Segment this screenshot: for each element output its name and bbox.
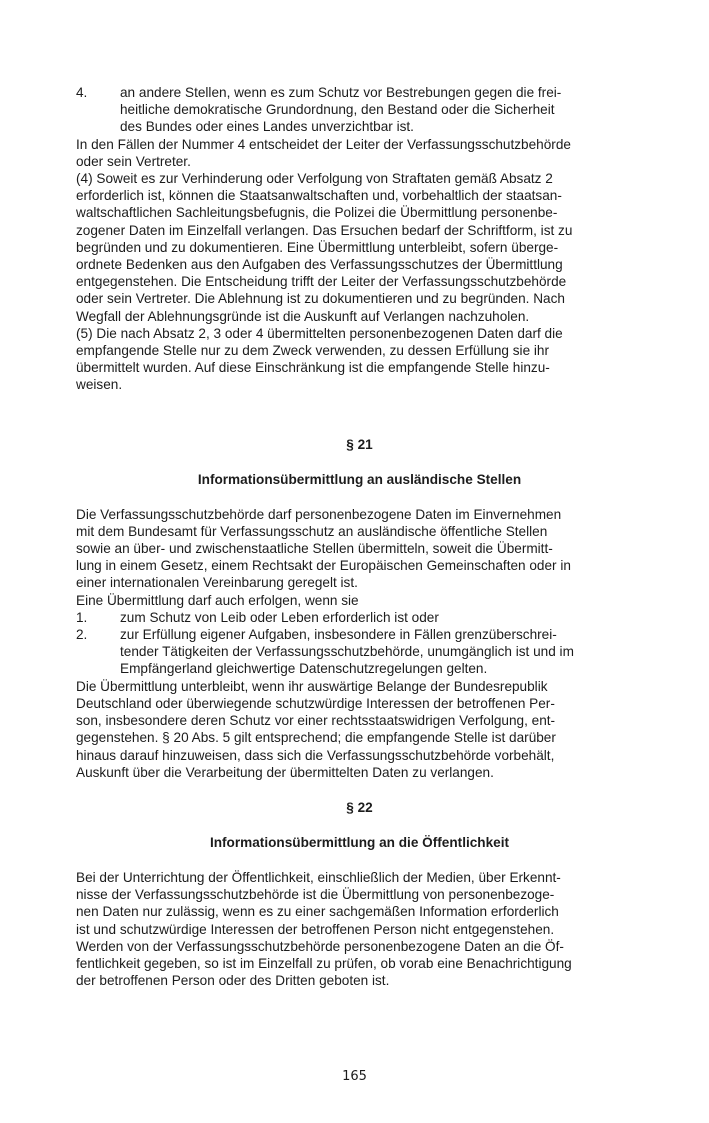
paragraph-absatz-5 — [76, 325, 643, 394]
text-line: Wegfall der Ablehnungsgründe ist die Auskunft auf Verlangen nachzuholen. — [76, 308, 530, 324]
text-line: nen Daten nur zulässig, wenn es zu einer sachgemäßen Information erforderlich — [76, 904, 559, 920]
text-line: an andere Stellen, wenn es zum Schutz vor Bestrebungen gegen die frei- — [120, 85, 562, 100]
text-line: In den Fällen der Nummer 4 entscheidet der Leiter der Verfassungsschutzbehörde — [76, 136, 571, 152]
list-number: 1. — [76, 609, 88, 625]
paragraph-21-1 — [76, 506, 643, 592]
list-item-1 — [76, 609, 643, 626]
text-line: begründen und zu dokumentieren. Eine Übermittlung unterbleibt, sofern überge- — [76, 239, 559, 255]
text-line: ist und schutzwürdige Interessen der betroffenen Person nicht entgegenstehen. — [76, 921, 555, 937]
text-line: Die Verfassungsschutzbehörde darf personenbezogene Daten im Einvernehmen — [76, 506, 562, 522]
section-21-title: Informationsübermittlung an ausländische Stellen — [197, 471, 522, 487]
text-line: der betroffenen Person oder des Dritten geboten ist. — [76, 973, 390, 989]
section-20-continuation — [76, 84, 643, 394]
text-line: son, insbesondere deren Schutz vor einer rechtsstaatswidrigen Verfolgung, ent- — [76, 713, 556, 729]
text-line: weisen. — [76, 377, 123, 393]
text-line: Auskunft über die Verarbeitung der übermittelten Daten zu verlangen. — [76, 764, 494, 780]
paragraph-leiter — [76, 136, 643, 170]
text-line: waltschaftlichen Sachleitungsbefugnis, die Polizei die Übermittlung personenbe- — [76, 205, 558, 221]
text-line: Deutschland oder überwiegende schutzwürdige Interessen der betroffenen Per- — [76, 695, 555, 711]
list-item-4 — [76, 84, 643, 136]
list-number: 4. — [76, 85, 88, 100]
text-line: Bei der Unterrichtung der Öffentlichkeit, einschließlich der Medien, über Erkennt- — [76, 869, 561, 885]
text-line: zur Erfüllung eigener Aufgaben, insbesondere in Fällen grenzüberschrei- — [120, 627, 557, 643]
text-line: Werden von der Verfassungsschutzbehörde personenbezogene Daten an die Öf- — [76, 938, 564, 954]
text-line: oder sein Vertreter. Die Ablehnung ist zu dokumentieren und zu begründen. Nach — [76, 291, 565, 307]
text-line: Die Übermittlung unterbleibt, wenn ihr auswärtige Belange der Bundesrepublik — [76, 678, 548, 694]
list-number: 2. — [76, 627, 88, 643]
text-line: zogener Daten im Einzelfall verlangen. Das Ersuchen bedarf der Schriftform, ist zu — [76, 222, 573, 238]
text-line: ordnete Bedenken aus den Aufgaben des Verfassungsschutzes der Übermittlung — [76, 257, 563, 273]
list-lead: Eine Übermittlung darf auch erfolgen, wenn sie — [76, 592, 359, 608]
text-line: lung in einem Gesetz, einem Rechtsakt der Europäischen Gemeinschaften oder in — [76, 558, 571, 574]
text-line: erforderlich ist, können die Staatsanwaltschaften und, vorbehaltlich der staatsan- — [76, 188, 562, 204]
text-line: (5) Die nach Absatz 2, 3 oder 4 übermittelten personenbezogenen Daten darf die — [76, 325, 563, 341]
text-line: übermittelt wurden. Auf diese Einschränkung ist die empfangende Stelle hinzu- — [76, 360, 550, 376]
paragraph-21-2 — [76, 678, 643, 781]
paragraph-22-1 — [76, 869, 643, 989]
text-line: mit dem Bundesamt für Verfassungsschutz an ausländische öffentliche Stellen — [76, 523, 548, 539]
section-22-title: Informationsübermittlung an die Öffentlichkeit — [209, 834, 510, 850]
text-line: entgegenstehen. Die Entscheidung trifft der Leiter der Verfassungsschutzbehörde — [76, 274, 567, 290]
text-line: des Bundes oder eines Landes unverzichtbar ist. — [120, 119, 414, 135]
text-line: einer internationalen Vereinbarung geregelt ist. — [76, 575, 358, 591]
text-line: empfangende Stelle nur zu dem Zweck verwenden, zu dessen Erfüllung sie ihr — [76, 343, 550, 359]
text-line: (4) Soweit es zur Verhinderung oder Verfolgung von Straftaten gemäß Absatz 2 — [76, 171, 553, 187]
text-line: zum Schutz von Leib oder Leben erforderlich ist oder — [120, 609, 439, 625]
section-22-number: § 22 — [346, 799, 373, 815]
text-line: sowie an über- und zwischenstaatliche Stellen übermitteln, soweit die Übermitt- — [76, 541, 553, 557]
paragraph-absatz-4 — [76, 170, 643, 325]
text-line: fentlichkeit gegeben, so ist im Einzelfall zu prüfen, ob vorab eine Benachrichtigung — [76, 955, 572, 971]
section-21-number: § 21 — [346, 436, 373, 452]
section-22-body — [76, 869, 643, 989]
list-item-2 — [76, 626, 643, 678]
text-line: Empfängerland gleichwertige Datenschutzregelungen gelten. — [120, 661, 488, 677]
text-line: hinaus darauf hinzuweisen, dass sich die Verfassungsschutzbehörde vorbehält, — [76, 747, 555, 763]
text-line: tender Tätigkeiten der Verfassungsschutzbehörde, unumgänglich ist und im — [120, 644, 574, 660]
page-number: 165 — [342, 1069, 367, 1084]
section-21-body — [76, 506, 643, 781]
text-line: heitliche demokratische Grundordnung, den Bestand oder die Sicherheit — [120, 102, 555, 118]
text-line: nisse der Verfassungsschutzbehörde ist die Übermittlung von personenbezoge- — [76, 887, 555, 903]
text-line: gegenstehen. § 20 Abs. 5 gilt entsprechend; die empfangende Stelle ist darüber — [76, 730, 556, 746]
text-line: oder sein Vertreter. — [76, 153, 191, 169]
